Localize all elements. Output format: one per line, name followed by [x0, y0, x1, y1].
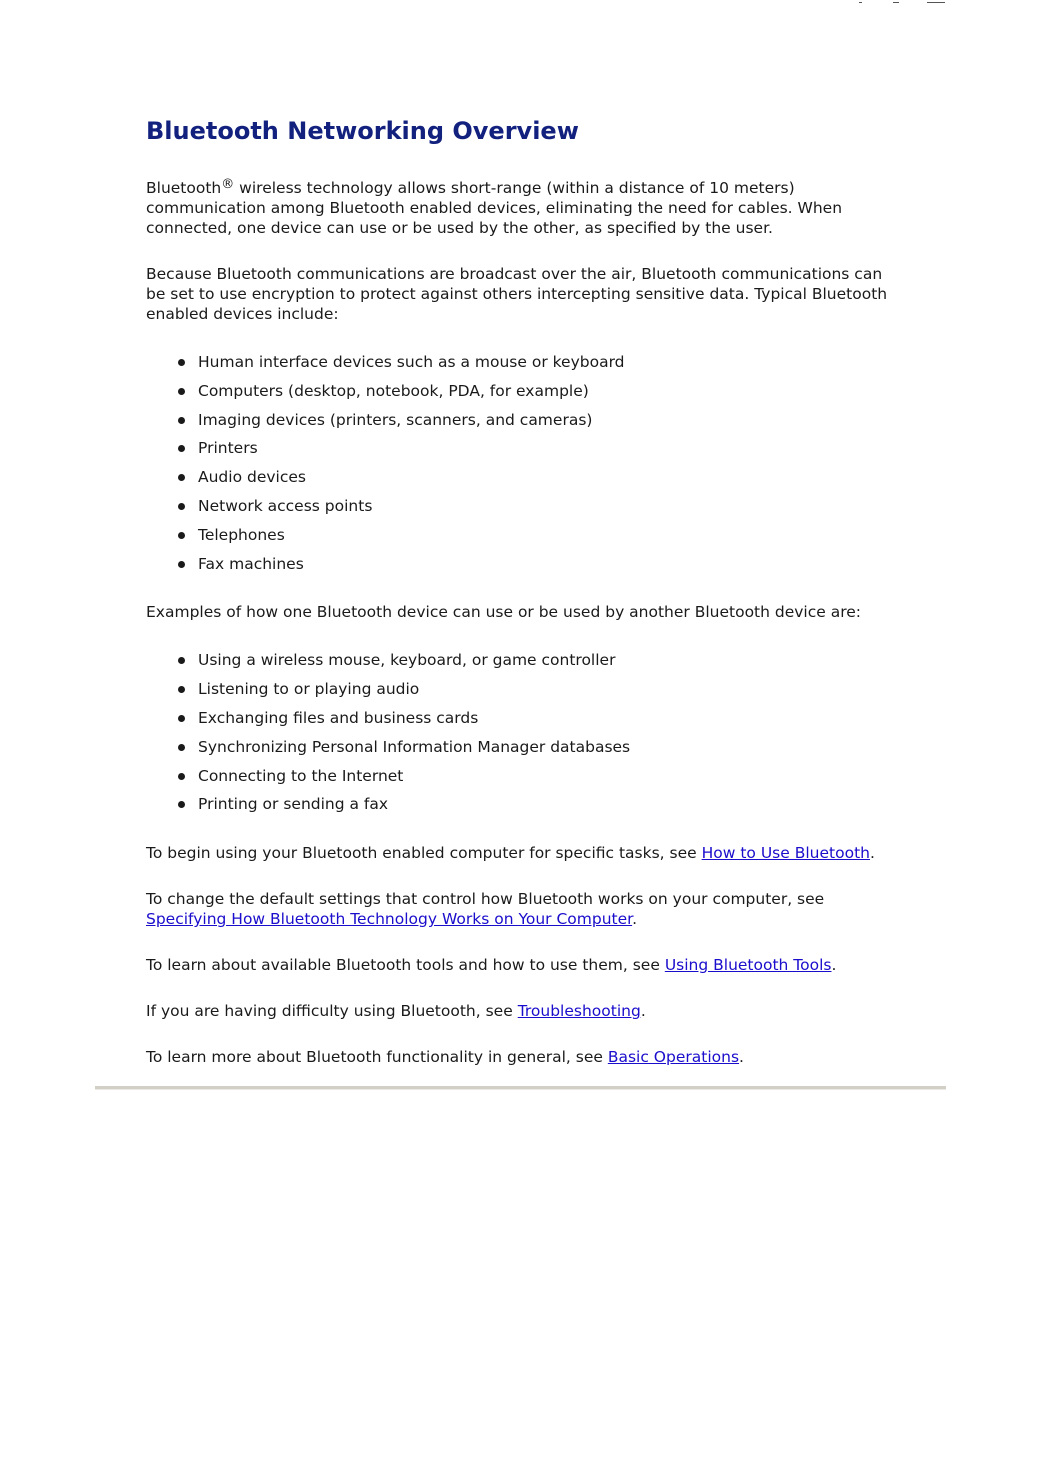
bullet-icon — [178, 773, 185, 780]
bullet-icon — [178, 388, 185, 395]
list-item — [198, 492, 906, 521]
basic-operations-paragraph — [146, 1047, 906, 1067]
list-item-text: Telephones — [198, 525, 285, 544]
list-item — [198, 377, 906, 406]
bullet-icon — [178, 744, 185, 751]
link-lead-text: To learn more about Bluetooth functionality in general, see — [146, 1048, 608, 1067]
bullet-icon — [178, 561, 185, 568]
article-content — [146, 114, 906, 1067]
specifying-settings-link[interactable]: Specifying How Bluetooth Technology Works on Your Computer — [146, 910, 633, 929]
page-title: Bluetooth Networking Overview — [146, 117, 579, 145]
list-item-text: Printers — [198, 439, 258, 458]
bullet-icon — [178, 474, 185, 481]
list-item-text: Exchanging files and business cards — [198, 708, 479, 727]
list-item — [198, 646, 906, 675]
tools-paragraph — [146, 955, 906, 975]
intro-brand: Bluetooth — [146, 179, 222, 197]
list-item — [198, 790, 906, 819]
link-lead-text: To learn about available Bluetooth tools and how to use them, see — [146, 956, 665, 975]
encryption-paragraph: Because Bluetooth communications are broadcast over the air, Bluetooth communications can be set to use encryption to protect against others intercepting sensitive data. Typical Bluetooth enabled devices include: — [146, 265, 888, 323]
basic-operations-link[interactable]: Basic Operations — [607, 1048, 740, 1067]
list-item-text: Network access points — [198, 496, 373, 515]
link-trail-text: . — [640, 1002, 646, 1021]
link-lead-text: To begin using your Bluetooth enabled computer for specific tasks, see — [146, 844, 702, 863]
link-lead-text: To change the default settings that control how Bluetooth works on your computer, see — [146, 890, 825, 909]
list-item-text: Human interface devices such as a mouse or keyboard — [198, 353, 625, 371]
list-item — [198, 550, 906, 579]
list-item — [198, 434, 906, 463]
link-trail-text: . — [632, 910, 638, 929]
link-trail-text: . — [869, 844, 875, 863]
registered-trademark-mark: ® — [221, 177, 235, 192]
bullet-icon — [178, 801, 185, 808]
list-item-text: Fax machines — [198, 554, 304, 573]
list-item-text: Using a wireless mouse, keyboard, or game controller — [198, 651, 616, 670]
bullet-icon — [178, 686, 185, 693]
link-lead-text: If you are having difficulty using Bluetooth, see — [146, 1002, 518, 1021]
bullet-icon — [178, 503, 185, 510]
device-list — [146, 348, 906, 578]
list-item — [198, 762, 906, 791]
troubleshooting-paragraph — [146, 1001, 906, 1021]
list-item — [198, 521, 906, 550]
list-item-text: Printing or sending a fax — [198, 795, 389, 814]
footer-divider — [95, 1086, 946, 1090]
troubleshooting-link[interactable]: Troubleshooting — [517, 1002, 641, 1021]
link-trail-text: . — [739, 1048, 744, 1067]
examples-list — [146, 646, 906, 819]
list-item-text: Imaging devices (printers, scanners, and cameras) — [198, 410, 593, 429]
list-item — [198, 733, 906, 762]
list-item — [198, 704, 906, 733]
list-item-text: Audio devices — [198, 468, 306, 487]
list-item-text: Listening to or playing audio — [198, 680, 420, 699]
intro-text: wireless technology allows short-range (within a distance of 10 meters) communication among Bluetooth enabled devices, eliminating the need for cables. When connected, one device can use or be used by the other, as specified by the user. — [146, 179, 843, 237]
intro-paragraph — [146, 178, 906, 238]
bullet-icon — [178, 532, 185, 539]
list-item-text: Synchronizing Personal Information Manager databases — [198, 737, 631, 756]
list-item — [198, 348, 906, 377]
bullet-icon — [178, 417, 185, 424]
settings-paragraph — [146, 889, 906, 929]
bullet-icon — [178, 445, 185, 452]
bullet-icon — [178, 657, 185, 664]
bullet-icon — [178, 359, 185, 366]
list-item — [198, 463, 906, 492]
list-item — [198, 406, 906, 435]
list-item-text: Connecting to the Internet — [198, 766, 404, 785]
how-to-use-bluetooth-link[interactable]: How to Use Bluetooth — [701, 844, 870, 863]
link-trail-text: . — [831, 956, 837, 975]
how-to-use-paragraph — [146, 843, 906, 863]
top-edge-marks — [855, 0, 950, 6]
examples-intro: Examples of how one Bluetooth device can use or be used by another Bluetooth device are: — [146, 603, 862, 622]
bullet-icon — [178, 715, 185, 722]
using-bluetooth-tools-link[interactable]: Using Bluetooth Tools — [664, 956, 832, 975]
list-item-text: Computers (desktop, notebook, PDA, for example) — [198, 381, 589, 400]
list-item — [198, 675, 906, 704]
